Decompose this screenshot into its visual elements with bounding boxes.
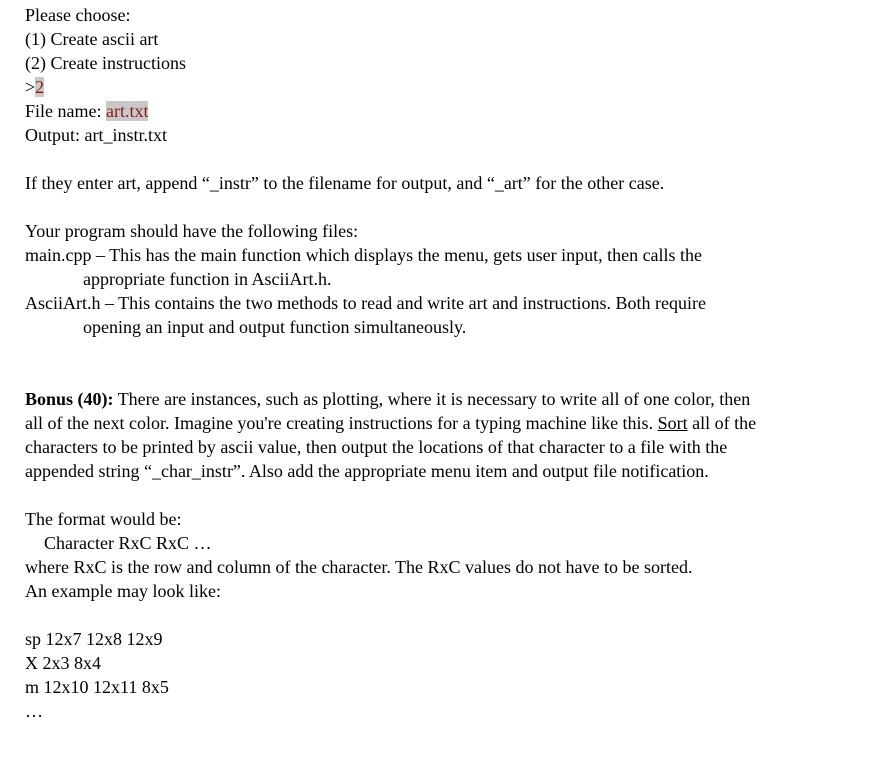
menu-input-line [25,75,865,99]
example-ellipsis: … [25,701,43,721]
bonus-label: Bonus (40): [25,389,114,409]
sort-word: Sort [657,413,688,433]
document-page [25,3,865,723]
bonus-line-1 [25,387,865,411]
file-name-line [25,99,865,123]
bonus-line-4: appended string “_char_instr”. Also add the appropriate menu item and output file notification. [25,461,709,481]
format-line-4: An example may look like: [25,581,221,601]
bonus-line-2 [25,411,865,435]
example-line-2: X 2x3 8x4 [25,653,101,673]
example-line-3: m 12x10 12x11 8x5 [25,677,169,697]
bonus-line-2-b: all of the [687,413,757,433]
files-intro: Your program should have the following files: [25,221,359,241]
input-prefix: > [25,77,36,97]
menu-option-1: (1) Create ascii art [25,29,159,49]
format-line-3: where RxC is the row and column of the character. The RxC values do not have to be sorted. [25,557,693,577]
bonus-line-2-a: all of the next color. Imagine you're creating instructions for a typing machine like this. [25,413,658,433]
format-pattern: Character RxC RxC … [44,533,212,553]
example-line-1: sp 12x7 12x8 12x9 [25,629,163,649]
input-value: 2 [35,77,45,97]
asciiart-line-2: opening an input and output function simultaneously. [83,317,467,337]
menu-option-2: (2) Create instructions [25,53,186,73]
bonus-line-3: characters to be printed by ascii value, then output the locations of that character to a file with the [25,437,728,457]
filename-paragraph: If they enter art, append “_instr” to the filename for output, and “_art” for the other case. [25,173,665,193]
output-line: Output: art_instr.txt [25,125,167,145]
file-name-label: File name: [25,101,106,121]
bonus-line-1-text: There are instances, such as plotting, where it is necessary to write all of one color, then [113,389,751,409]
menu-prompt: Please choose: [25,5,131,25]
format-intro: The format would be: [25,509,182,529]
main-cpp-line-2: appropriate function in AsciiArt.h. [83,269,332,289]
file-name-value: art.txt [105,101,149,121]
main-cpp-line-1: main.cpp – This has the main function which displays the menu, gets user input, then calls the [25,245,703,265]
asciiart-line-1: AsciiArt.h – This contains the two methods to read and write art and instructions. Both require [25,293,707,313]
